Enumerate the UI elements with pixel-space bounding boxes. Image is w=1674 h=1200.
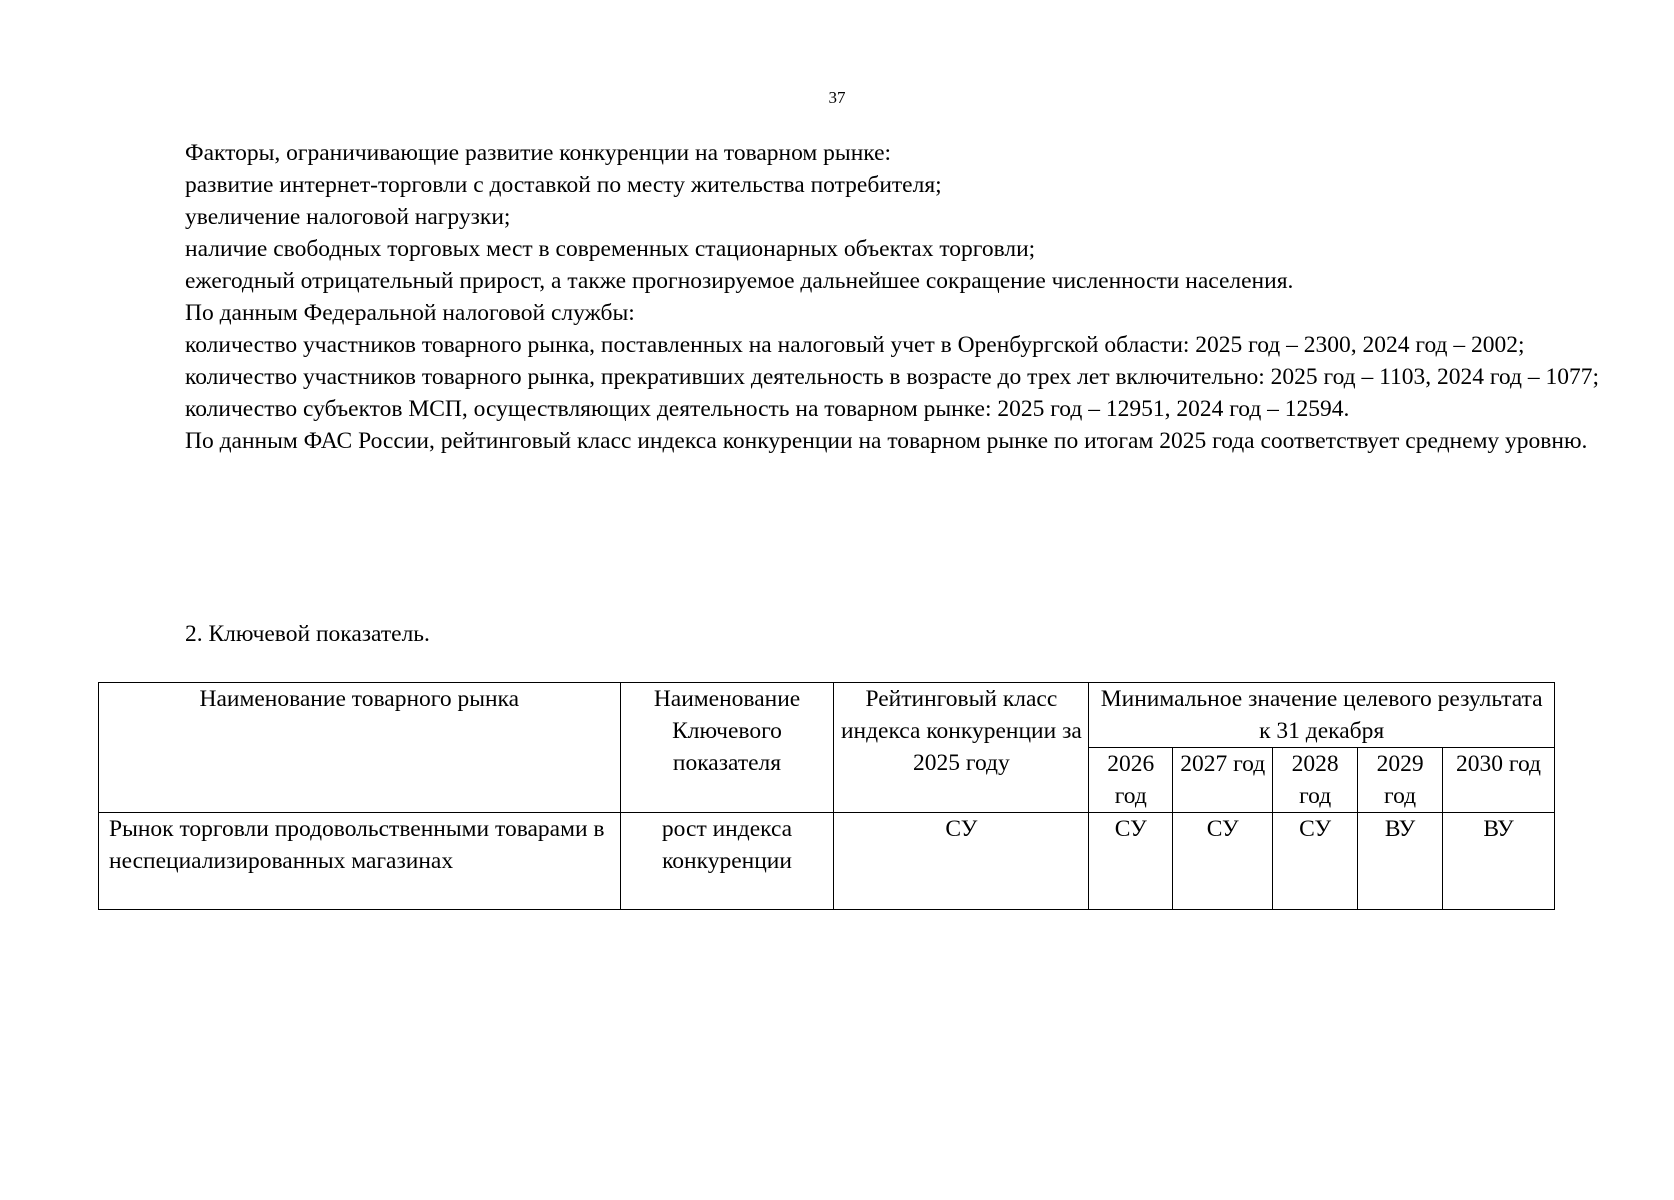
header-year-2026: 2026 год — [1089, 748, 1173, 813]
cell-value-2030: ВУ — [1443, 813, 1555, 910]
cell-indicator: рост индекса конкуренции — [620, 813, 834, 910]
table-row — [99, 813, 1555, 910]
paragraph-registered-participants: количество участников товарного рынка, поставленных на налоговый учет в Оренбургской области: 2025 год – 2300, 2024 год – 2002; — [185, 332, 1525, 358]
document-body — [113, 137, 1634, 457]
cell-value-2026: СУ — [1089, 813, 1173, 910]
header-target-group: Минимальное значение целевого результата к 31 декабря — [1089, 683, 1555, 748]
cell-value-2027: СУ — [1173, 813, 1273, 910]
header-year-2028: 2028 год — [1273, 748, 1358, 813]
page-number: 37 — [828, 88, 846, 107]
header-rating: Рейтинговый класс индекса конкуренции за 2025 году — [834, 683, 1089, 813]
header-year-2030: 2030 год — [1443, 748, 1555, 813]
cell-market: Рынок торговли продовольственными товарами в неспециализированных магазинах — [99, 813, 621, 910]
paragraph-factor-tax-burden: увеличение налоговой нагрузки; — [185, 204, 511, 230]
paragraph-fns-data-heading: По данным Федеральной налоговой службы: — [185, 300, 635, 326]
cell-value-2029: ВУ — [1358, 813, 1443, 910]
paragraph-closed-participants: количество участников товарного рынка, прекративших деятельность в возрасте до трех лет включительно: 2025 год – 1103, 2024 год – 1077; — [185, 364, 1599, 390]
header-indicator: Наименование Ключевого показателя — [620, 683, 834, 813]
section-heading: 2. Ключевой показатель. — [185, 621, 430, 647]
paragraph-factor-free-retail-space: наличие свободных торговых мест в современных стационарных объектах торговли; — [185, 236, 1036, 262]
header-year-2027: 2027 год — [1173, 748, 1273, 813]
paragraph-factor-internet-trade: развитие интернет-торговли с доставкой по месту жительства потребителя; — [185, 172, 942, 198]
paragraph-msp-subjects: количество субъектов МСП, осуществляющих деятельность на товарном рынке: 2025 год – 12951, 2024 год – 12594. — [185, 396, 1350, 422]
header-market: Наименование товарного рынка — [99, 683, 621, 813]
paragraph-fas-rating: По данным ФАС России, рейтинговый класс индекса конкуренции на товарном рынке по итогам 2025 года соответствует среднему уровню. — [185, 428, 1588, 454]
cell-value-2028: СУ — [1273, 813, 1358, 910]
header-year-2029: 2029 год — [1358, 748, 1443, 813]
key-indicator-table — [98, 682, 1555, 910]
paragraph-factors-heading: Факторы, ограничивающие развитие конкуренции на товарном рынке: — [185, 140, 892, 166]
paragraph-factor-population-decline: ежегодный отрицательный прирост, а также прогнозируемое дальнейшее сокращение численности населения. — [185, 268, 1294, 294]
cell-rating: СУ — [834, 813, 1089, 910]
